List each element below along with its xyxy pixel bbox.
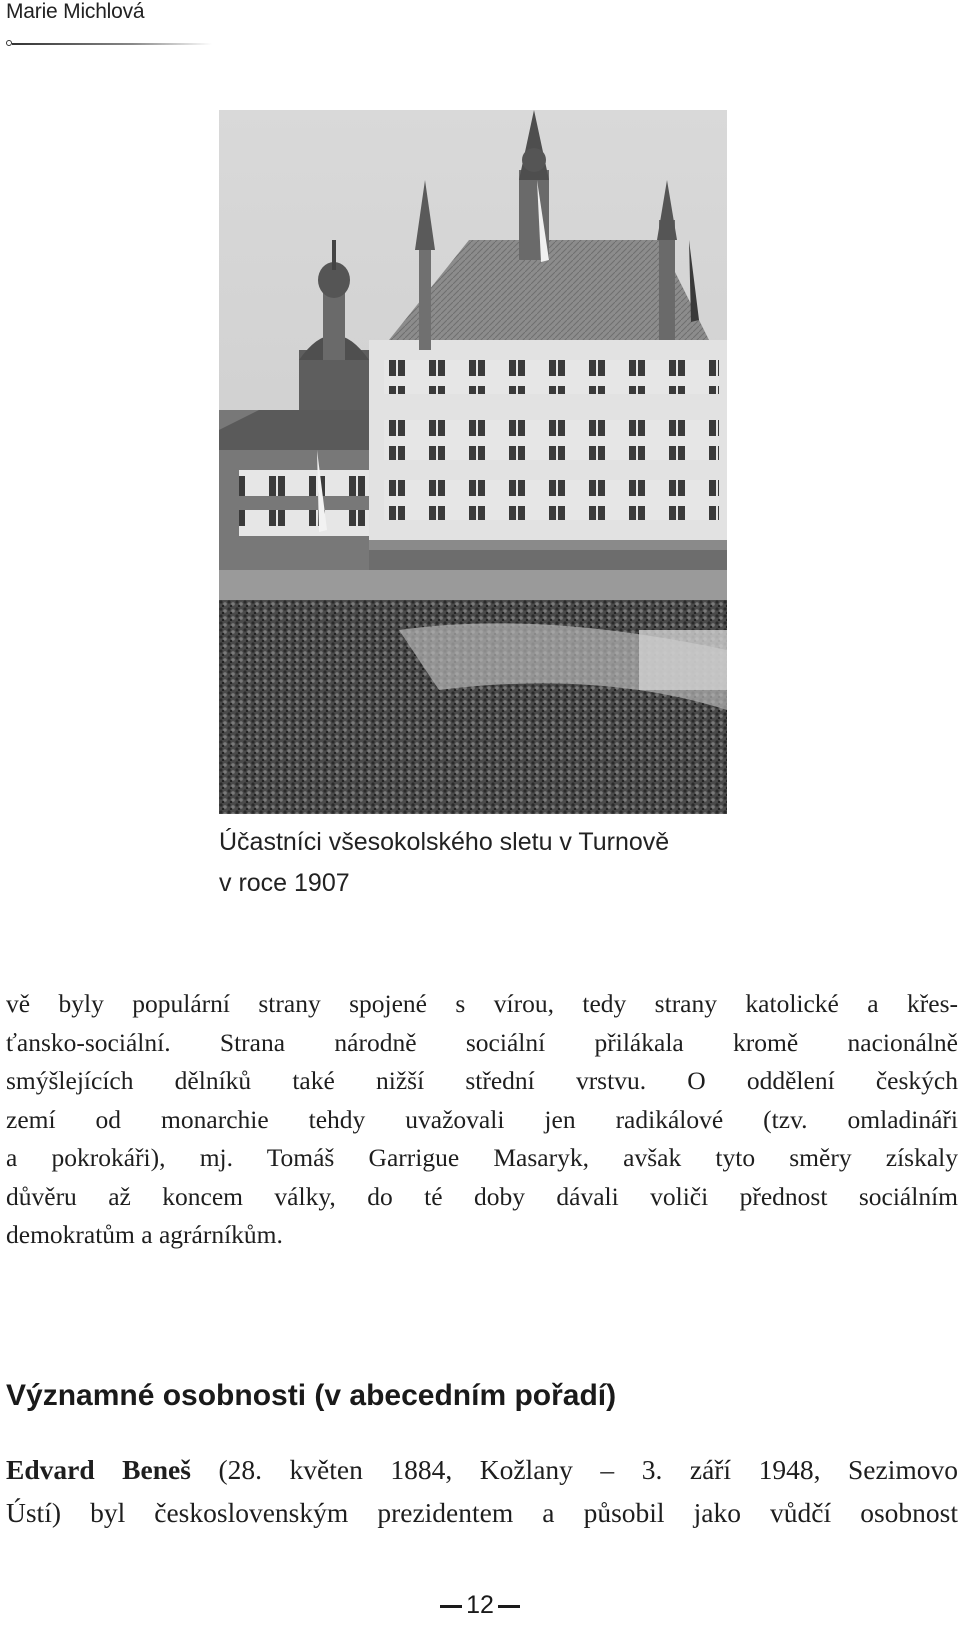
figure-caption (219, 822, 779, 904)
header-rule (6, 38, 216, 48)
caption-line: Účastníci všesokolského sletu v Turnově (219, 828, 670, 856)
body-line: smýšlejících dělníků také nižší střední vrstvu. O oddělení českých (6, 1066, 958, 1095)
entry-line: Ústí) byl československým prezidentem a působil jako vůdčí osobnost (6, 1497, 958, 1528)
running-head-author: Marie Michlová (6, 0, 145, 23)
body-line: a pokrokáři), mj. Tomáš Garrigue Masaryk, avšak tyto směry získaly (6, 1143, 958, 1172)
section-heading: Významné osobnosti (v abecedním pořadí) (6, 1379, 617, 1412)
historical-photograph (219, 110, 727, 814)
entry-dates: (28. květen 1884, Kožlany – 3. září 1948, Sezimovo (190, 1454, 958, 1485)
body-line: zemí od monarchie tehdy uvažovali jen radikálové (tzv. omladináři (6, 1104, 958, 1134)
page-number (0, 1591, 960, 1620)
photograph-icon (219, 110, 727, 814)
caption-line: v roce 1907 (219, 869, 350, 897)
dash-right (498, 1605, 520, 1608)
dash-left (440, 1605, 462, 1608)
header-rule-line (12, 43, 212, 45)
body-line: vě byly populární strany spojené s vírou, tedy strany katolické a křes- (6, 989, 958, 1018)
page-number-value: 12 (466, 1591, 494, 1619)
body-line: demokratům a agrárníkům. (6, 1220, 283, 1249)
entry-name: Edvard Beneš (6, 1454, 191, 1485)
biography-entry (6, 1448, 958, 1534)
body-paragraph (6, 985, 958, 1255)
body-line: důvěru až koncem války, do té doby dávali voliči přednost sociálním (6, 1181, 958, 1211)
entry-line (6, 1448, 958, 1491)
body-line: ťansko-sociální. Strana národně sociální přilákala kromě nacionálně (6, 1027, 958, 1057)
